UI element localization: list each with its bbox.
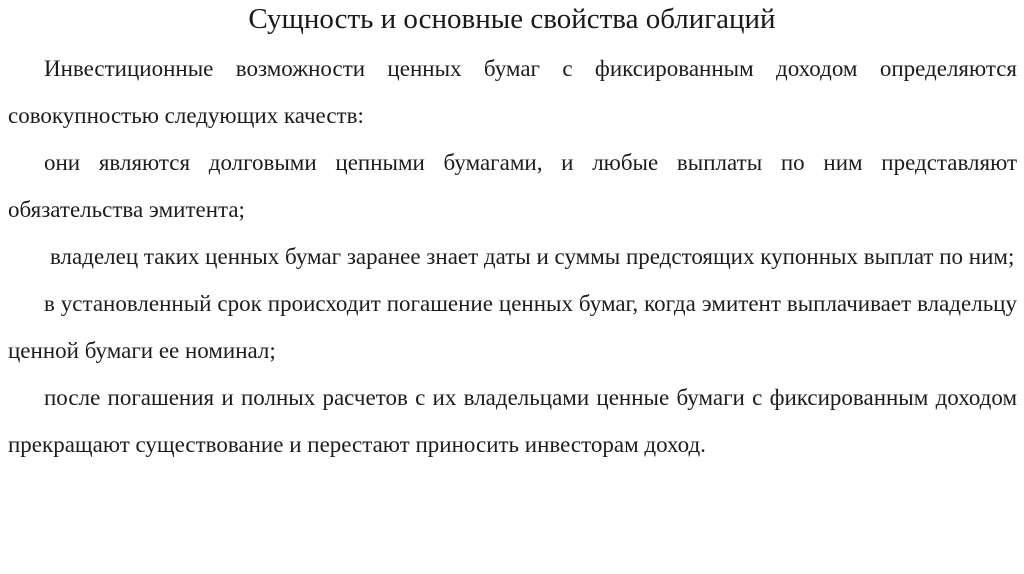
intro-paragraph: Инвестиционные возможности ценных бумаг с фиксированным доходом определяются совокупностью следующих качеств: — [8, 56, 1017, 128]
slide-title: Сущность и основные свойства облигаций — [248, 3, 776, 35]
slide-body — [8, 45, 1017, 468]
property-known-payments-paragraph: владелец таких ценных бумаг заранее знает даты и суммы предстоящих купонных выплат по ним; — [50, 244, 1015, 269]
property-termination-paragraph: после погашения и полных расчетов с их владельцами ценные бумаги с фиксированным доходом прекращают существование и перестают приносить инвесторам доход. — [8, 385, 1017, 457]
property-redemption-paragraph: в установленный срок происходит погашение ценных бумаг, когда эмитент выплачивает владельцу ценной бумаги ее номинал; — [8, 291, 1017, 363]
property-debt-paragraph: они являются долговыми цепными бумагами, и любые выплаты по ним представляют обязательства эмитента; — [8, 150, 1017, 222]
